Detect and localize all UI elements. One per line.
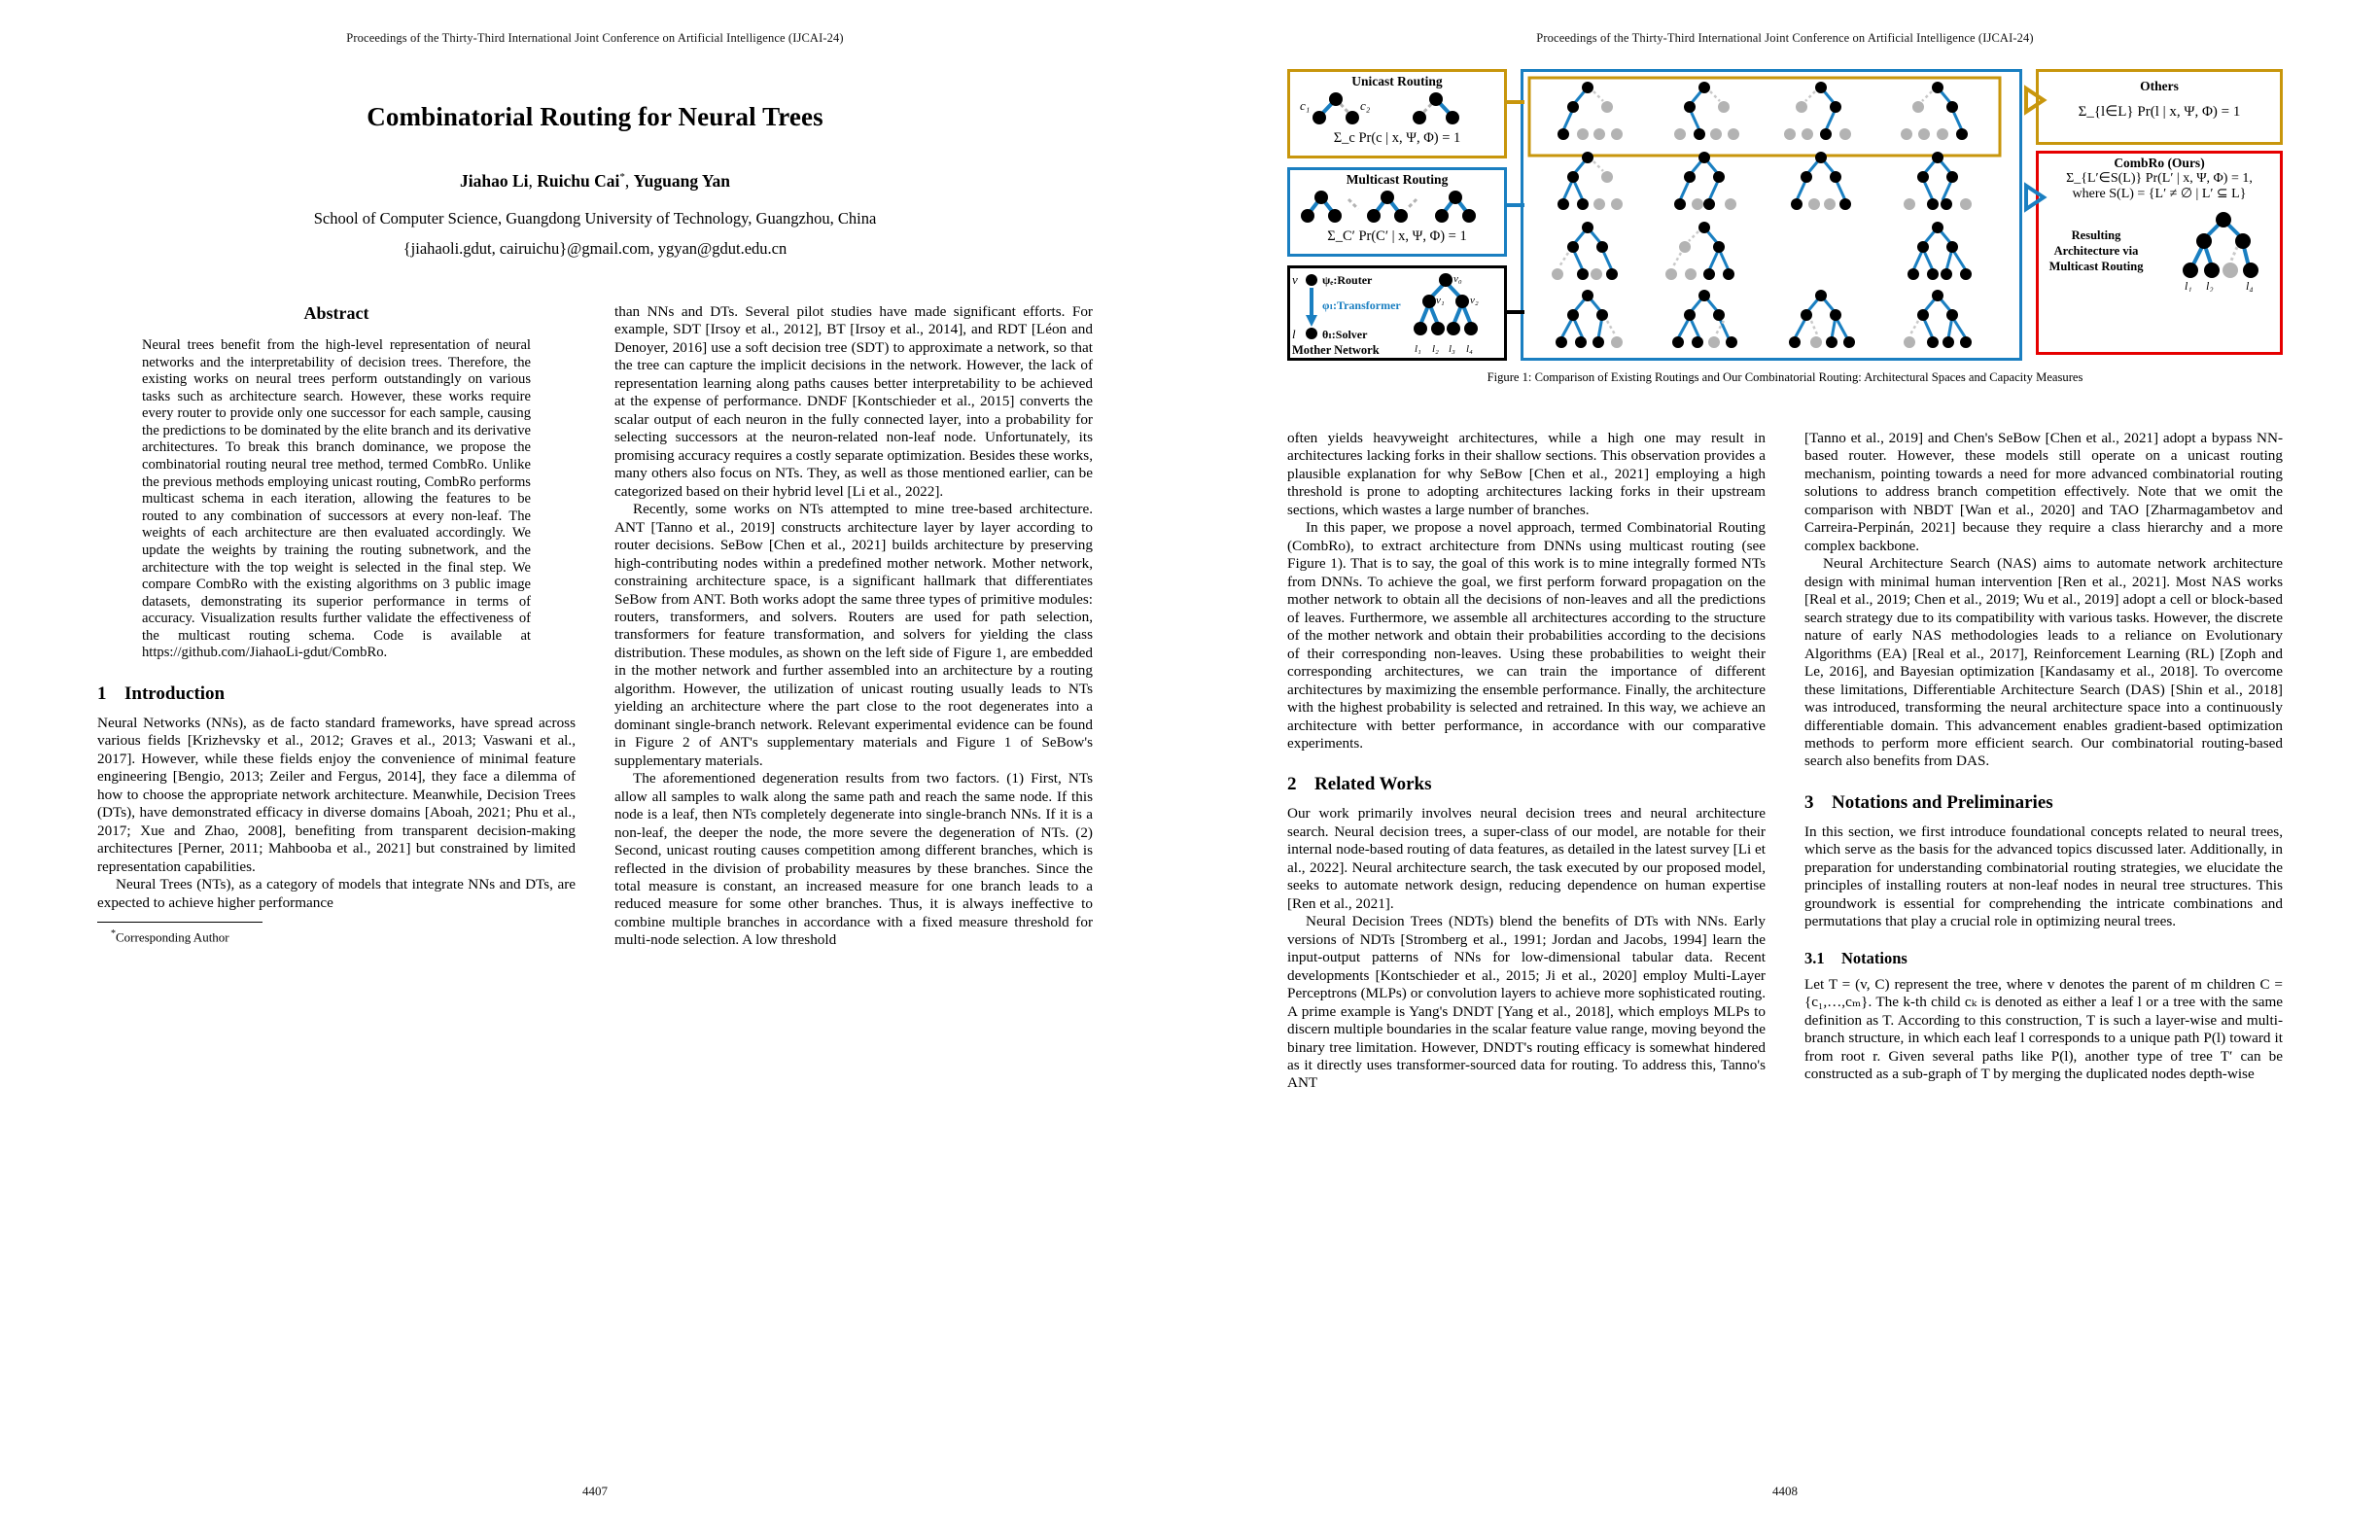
running-head-page-1: Proceedings of the Thirty-Third International Joint Conference on Artificial Intelligence (IJCAI-24) [346,31,844,45]
section-heading-introduction [97,683,576,705]
footnote-text [97,928,576,945]
p2-right-paragraph-1: [Tanno et al., 2019] and Chen's SeBow [Chen et al., 2021] adopt a bypass NN-based router. However, these models still operate on a unicast routing mechanism, pointing towards a need for more advanced combinatorial routing solutions to address branch competition effectively. Note that we omit the comparison with NBDT [Wan et al., 2020] and TAO [Zharmagambetov and Carreira-Perpinán, 2021] because they require a class hierarchy and a more complex backbone. [1804,430,2283,554]
svg-text:v₀: v₀ [1453,273,1462,285]
unicast-label-c2: c₂ [1360,97,1371,113]
section-heading-notations-preliminaries [1804,792,2283,814]
box-combro-title: CombRo (Ours) [2114,156,2205,170]
subsection-heading-notations [1804,949,2283,968]
author-2-marker: * [619,171,625,184]
figure-architecture-space [1521,69,2022,361]
box-unicast-formula: Σ_c Pr(c | x, Ψ, Φ) = 1 [1333,129,1461,146]
box-combro-formula-line-2: where S(L) = {L′ ≠ ∅ | L′ ⊆ L} [2072,186,2247,201]
mother-legend [1290,268,1504,358]
mother-network-diagram [1290,268,1500,358]
mother-router-label: ψₑ:Router [1322,273,1373,287]
notations-prelim-paragraph-1: In this section, we first introduce foundational concepts related to neural trees, which serve as the basis for the advanced topics discussed later. Additionally, in preparation for understanding combinatorial routing strategies, we elucidate the principles of installing routers at non-leaf nodes in neural tree structures. This groundwork is essential for comprehending the intricate combinations and permutations that play a crucial role in optimizing neural trees. [1804,822,2283,930]
related-works-paragraph-1: Our work primarily involves neural decision trees and neural architecture search. Neural decision trees, a super-class of our model, are notable for their internal node-based routing of data features, as detailed in the latest survey [Li et al., 2022]. Neural architecture search, the task executed by our proposed model, seeks to automate network design, reducing dependence on human expertise [Ren et al., 2021]. [1287,805,1766,912]
combro-result-tree [2153,210,2270,292]
intro-paragraph-1: Neural Networks (NNs), as de facto standard frameworks, have spread across various fields [Krizhevsky et al., 2012; Graves et al., 2013; Vaswani et al., 2017]. However, while these fields enjoy the convenience of minimal feature engineering [Bengio, 2013; Zeiler and Fergus, 2014], they face a dilemma of how to choose the appropriate network architecture. Meanwhile, Decision Trees (DTs), have demonstrated efficacy in diverse domains [Aboah, 2021; Phu et al., 2017; Xue and Zhao, 2008], benefiting from transparent decision-making architectures [Perner, 2011; Mahbooba et al., 2021] but constrained by limited representation capabilities. [97,714,576,875]
author-1: Jiahao Li [460,171,529,191]
column-right-page-2 [1804,430,2283,1093]
section-title-1: Introduction [124,682,226,704]
column-right-page-1 [614,303,1093,950]
page-number-1: 4407 [582,1484,608,1498]
p1-right-paragraph-1: than NNs and DTs. Several pilot studies have made significant efforts. For example, SDT [Irsoy et al., 2012], BT [Irsoy et al., 2014], and RDT [Léon and Denoyer, 2016] use a soft decision tree (SDT) to approximate a network, so that the tree can capture the implicit decisions in the network. However, the lack of representation learning along paths causes better interpretability to be achieved at the expense of performance. DNDF [Kontschieder et al., 2015] converts the scalar output of each neuron in the fully connected layer, into a probability for selecting successors at the neuron-related non-leaf node. Unfortunately, its promising accuracy requires a costly separate optimization. Besides these works, many others also focus on NTs. They, as well as those mentioned earlier, can be categorized based on their hybrid level [Li et al., 2022]. [614,303,1093,500]
svg-text:l₄: l₄ [1466,343,1473,355]
abstract-heading: Abstract [303,303,369,323]
footnote-block [97,922,576,945]
p2-left-paragraph-1: often yields heavyweight architectures, while a high one may result in architectures lacking forks in their shallow sections. This observation provides a plausible explanation for why SeBow [Chen et al., 2021] employing a high threshold is prone to adopting architectures lacking forks in their upstream sections, which wastes a large number of branches. [1287,430,1766,518]
section-title-2: Related Works [1314,774,1432,795]
page-2 [1190,0,2380,1540]
mother-solver-label: θₗ:Solver [1322,328,1368,341]
figure-1-body [1287,69,2283,361]
author-list: Jiahao Li, Ruichu Cai*, Yuguang Yan [460,171,730,191]
body-columns-page-2 [1287,430,2283,1093]
svg-text:v₂: v₂ [1470,295,1479,306]
svg-text:l₃: l₃ [1449,343,1455,355]
author-3: Yuguang Yan [633,171,730,191]
column-left-page-2 [1287,430,1766,1093]
section-heading-related-works [1287,774,1766,795]
combro-result-label-line-2: Architecture via [2053,243,2139,258]
svg-text:l₁: l₁ [1415,343,1421,355]
page-title: Combinatorial Routing for Neural Trees [367,102,823,131]
box-multicast-formula: Σ_C′ Pr(C′ | x, Ψ, Φ) = 1 [1327,228,1467,244]
box-multicast-routing [1287,167,1507,257]
page-number-2: 4408 [1772,1484,1798,1498]
notations-paragraph-1: Let T = (v, C) represent the tree, where v denotes the parent of m children C = {c₁,…,cₘ}. The k-th child cₖ is denoted as either a leaf l or a tree with the same definition as T. According to this construction, T is such a layer-wise and multi-branch structure, in which each leaf l corresponds to a unique path P(l) toward it from root r. Given several paths like P(l), another type of tree T′ can be constructed as a sub-graph of T by merging the duplicated nodes depth-wise [1804,975,2283,1083]
footnote-marker: * [111,928,116,940]
figure-1-caption: Figure 1: Comparison of Existing Routings and Our Combinatorial Routing: Architectural Spaces and Capacity Measures [1487,370,2083,384]
figure-left-stack [1287,69,1507,361]
svg-text:v₁: v₁ [1436,295,1445,306]
box-others-title: Others [2140,79,2179,93]
column-left-page-1 [97,303,576,950]
figure-right-stack [2036,69,2283,361]
abstract-text: Neural trees benefit from the high-level representation of neural networks and the interpretability of decision trees. Therefore, the existing works on neural trees perform outstandingly on various tasks such as architecture search. However, these works require every router to provide only one successor for each sample, causing the predictions to be dominated by the elite branch and its derivative architectures. To break this branch dominance, we propose the combinatorial routing neural tree method, termed CombRo. Unlike the previous methods employing unicast routing, CombRo performs multicast schema in each iteration, allowing the features to be routed to any combination of successors at every non-leaf. The weights of each architecture are then evaluated accordingly. We update the weights by training the routing subnetwork, and the architecture with the top weight is selected in the final step. We compare CombRo with the existing algorithms on 3 public image datasets, demonstrating its superior performance in terms of accuracy. Visualization results further validate the effectiveness of the multicast routing schema. Code is available at https://github.com/JiahaoLi-gdut/CombRo. [142,337,531,661]
mother-transformer-label: φₗ:Transformer [1322,298,1401,312]
combro-result-label-line-1: Resulting [2071,228,2121,242]
unicast-label-c1: c₁ [1300,97,1311,113]
affiliation: School of Computer Science, Guangdong University of Technology, Guangzhou, China [313,209,877,228]
box-multicast-title: Multicast Routing [1346,172,1449,187]
related-works-paragraph-2: Neural Decision Trees (NDTs) blend the benefits of DTs with NNs. Early versions of NDTs [Stromberg et al., 1991; Jordan and Jacobs, 1994] learn the input-output patterns of NNs for low-dimensional tabular data. Recent developments [Kontschieder et al., 2015; Ji et al., 2020] employ Multi-Layer Perceptrons (MLPs) or convolution layers to achieve more sophisticated routing. A prime example is Yang's DNDT [Yang et al., 2018], which employs MLPs to discern multiple boundaries in the scalar feature value range, moving beyond the binary tree limitation. However, DNDT's routing efficacy is somewhat hindered as it directly uses transformer-sourced data for routing. To address this, Tanno's ANT [1287,913,1766,1092]
combro-result-label-line-3: Multicast Routing [2048,260,2144,274]
intro-paragraph-2: Neural Trees (NTs), as a category of models that integrate NNs and DTs, are expected to achieve higher performance [97,876,576,911]
abstract-block [142,303,531,662]
box-combro-formula-line-1: Σ_{L′∈S(L)} Pr(L′ | x, Ψ, Φ) = 1, [2066,170,2253,186]
mother-node-l [1306,328,1317,339]
section-number-3: 3 [1804,791,1814,813]
mother-network-label: Mother Network [1292,343,1380,357]
section-number-1: 1 [97,682,107,704]
email-line: {jiahaoli.gdut, cairuichu}@gmail.com, ygyan@gdut.edu.cn [402,239,788,258]
p1-right-paragraph-2: Recently, some works on NTs attempted to mine tree-based architecture. ANT [Tanno et al., 2019] constructs architecture layer by layer according to router decisions. SeBow [Chen et al., 2021] builds architecture by preserving high-contributing nodes within a predefined mother network. Mother network, constraining architecture space, is a significant hallmark that differentiates SeBow from ANT. Both works adopt the same three types of primitive modules: routers, transformers, and solvers. Routers are used for path selection, transformers for feature transformation, and solvers for yielding the class distribution. These modules, as shown on the left side of Figure 1, are embedded in the mother network and further assembled into an architecture by a routing algorithm. However, the utilization of unicast routing usually leads to NTs yielding an architecture where the part close to the root degenerates into a dominant single-branch network. Relevant experimental evidence can be found in Figure 2 of ANT's supplementary materials and Figure 1 of SeBow's supplementary materials. [614,501,1093,769]
mother-node-l-label: l [1292,327,1296,341]
subsection-number-31: 3.1 [1804,948,1825,967]
architecture-space-panel [1521,69,2022,361]
unicast-mini-trees [1290,89,1498,130]
subsection-title-31: Notations [1841,948,1908,967]
box-others-formula: Σ_{l∈L} Pr(l | x, Ψ, Φ) = 1 [2078,103,2241,120]
mother-node-v [1306,274,1317,286]
footnote-rule [97,922,262,923]
svg-text:l₂: l₂ [1432,343,1439,355]
p2-right-paragraph-2: Neural Architecture Search (NAS) aims to automate network architecture design with minimal human intervention [Ren et al., 2021]. Most NAS works [Real et al., 2019; Chen et al., 2019; Wu et al., 2019] adopt a cell or block-based search strategy due to its compatibility with various tasks. However, the discrete nature of early NAS methodologies leads to a reliance on Evolutionary Algorithms (EA) [Real et al., 2017], Reinforcement Learning (RL) [Zoph and Le, 2016], and Bayesian optimization [Kandasamy et al., 2018]. To overcome these limitations, Differentiable Architecture Search (DAS) [Shin et al., 2018] was introduced, transforming the neural architecture space into a continuously differentiable domain. This advancement enables gradient-based optimization methods to perform more efficient search. Our combinatorial routing-based search also benefits from DAS. [1804,555,2283,770]
footnote-label: Corresponding Author [116,929,229,945]
figure-1 [1287,69,2283,385]
section-title-3: Notations and Preliminaries [1832,791,2053,813]
running-head-page-2: Proceedings of the Thirty-Third International Joint Conference on Artificial Intelligence (IJCAI-24) [1536,31,2034,45]
box-others [2036,69,2283,145]
mother-node-v-label: v [1292,272,1298,287]
body-columns-page-1 [97,303,1093,950]
author-2: Ruichu Cai [537,171,620,191]
svg-text:l₂: l₂ [2206,279,2214,293]
multicast-mini-trees [1290,188,1498,228]
box-mother-network [1287,265,1507,361]
architecture-space-grid [1523,72,2019,358]
svg-text:l₁: l₁ [2185,279,2192,293]
p2-left-paragraph-2: In this paper, we propose a novel approach, termed Combinatorial Routing (CombRo), to extract architecture from DNNs using multicast routing (see Figure 1). That is to say, the goal of this work is to mine integrally formed NTs from DNNs. To achieve the goal, we first perform forward propagation on the mother network to obtain all the decisions of non-leaves and all the predictions of leaves. Furthermore, we assemble all architectures according to the structure of the mother network and obtain their probabilities according to the decisions of their corresponding non-leaves. Using these probabilities to weight their corresponding architectures, we can train the importance of different architectures by maximizing the ensemble performance. Finally, the architecture with the highest probability is selected and retrained. In this way, we achieve an architecture with better performance, in accordance with our comparative experiments. [1287,519,1766,752]
box-unicast-title: Unicast Routing [1351,74,1443,88]
section-number-2: 2 [1287,774,1297,795]
unicast-subspace-outline [1529,78,2000,156]
box-unicast-routing [1287,69,1507,158]
box-combro [2036,151,2283,355]
svg-text:l₄: l₄ [2246,279,2254,293]
p1-right-paragraph-3: The aforementioned degeneration results from two factors. (1) First, NTs allow all samples to walk along the same path and reach the same node. If this node is a leaf, then NTs completely degenerate into single-branch NNs. If it is a non-leaf, the deeper the node, the more severe the degeneration of NTs. (2) Second, unicast routing causes competition among different branches, which is reflected in the division of probability measures by these branches. Since the total measure is constant, an increased measure for one branch leads to a reduced measure for some other branches. Thus, it is always ineffective to combine multiple branches in accordance with a fixed measure threshold for multi-node selection. A low threshold [614,770,1093,949]
